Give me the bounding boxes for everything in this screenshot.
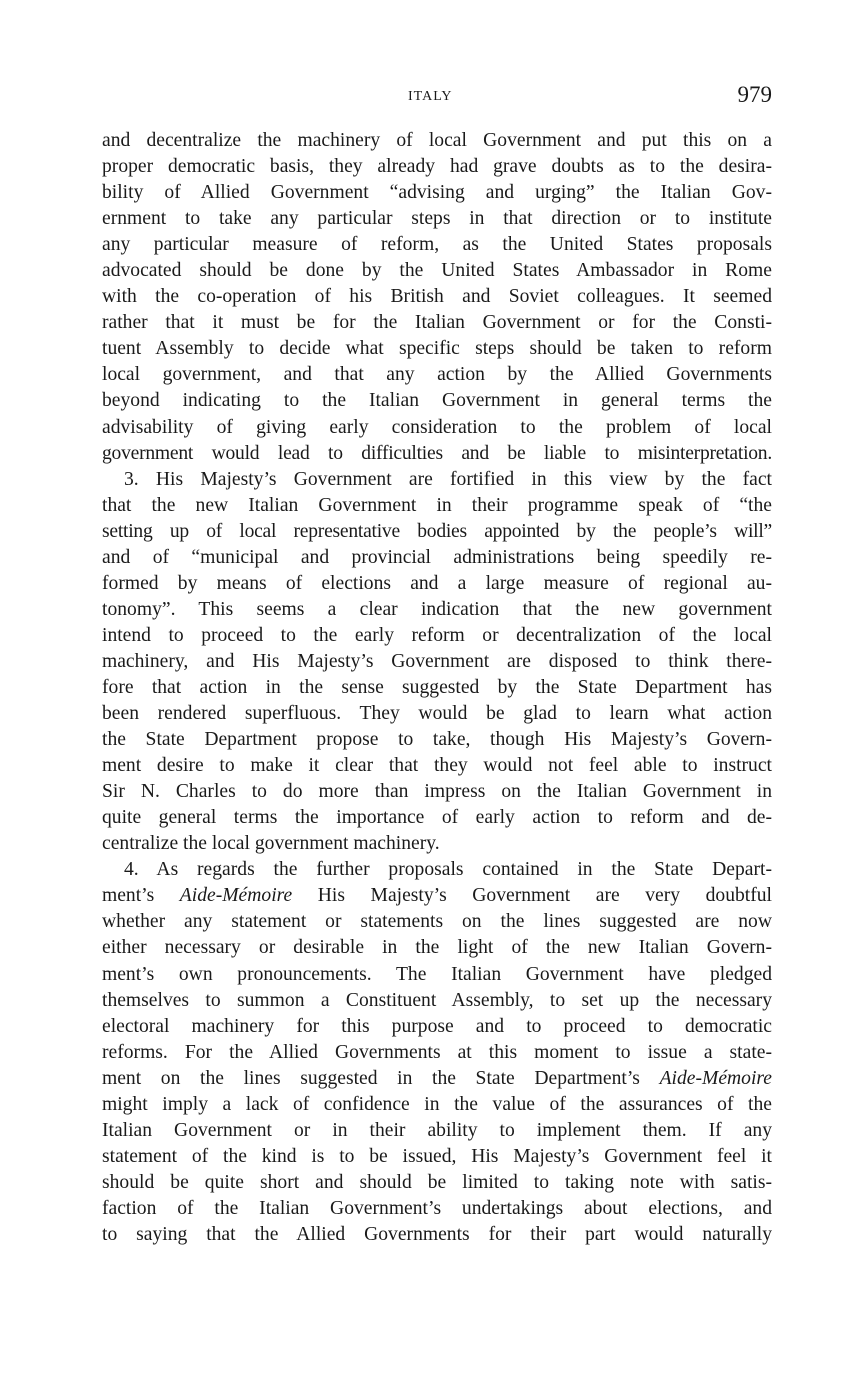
text-line: any particular measure of reform, as the United States proposals: [102, 234, 772, 256]
running-head: [102, 82, 772, 112]
text-line: to saying that the Allied Governments for their part would naturally: [102, 1223, 772, 1245]
text-run: ment on the lines suggested in the State Department’s: [102, 1067, 660, 1089]
text-line: [102, 883, 772, 909]
text-line: the State Department propose to take, though His Majesty’s Govern-: [102, 729, 772, 751]
text-line: local government, and that any action by the Allied Governments: [102, 364, 772, 386]
paragraph-3-first-line: 3. His Majesty’s Government are fortified in this view by the fact: [124, 468, 772, 490]
text-line: centralize the local government machinery.: [102, 833, 440, 855]
running-head-title: ITALY: [408, 89, 453, 104]
text-line: whether any statement or statements on the lines suggested are now: [102, 911, 772, 933]
text-line: Sir N. Charles to do more than impress on the Italian Government in: [102, 781, 772, 803]
text-line: statement of the kind is to be issued, His Majesty’s Government feel it: [102, 1145, 772, 1167]
text-line: either necessary or desirable in the light of the new Italian Govern-: [102, 937, 772, 959]
text-line: been rendered superfluous. They would be glad to learn what action: [102, 703, 772, 725]
text-line: ment desire to make it clear that they would not feel able to instruct: [102, 755, 772, 777]
text-line: and decentralize the machinery of local Government and put this on a: [102, 130, 772, 151]
text-line: setting up of local representative bodies appointed by the people’s will”: [102, 520, 772, 542]
text-line: might imply a lack of confidence in the value of the assurances of the: [102, 1093, 772, 1115]
text-line: rather that it must be for the Italian Government or for the Consti-: [102, 312, 772, 334]
text-line: ment’s own pronouncements. The Italian Government have pledged: [102, 963, 772, 985]
text-line: faction of the Italian Government’s undertakings about elections, and: [102, 1197, 772, 1219]
text-line: themselves to summon a Constituent Assembly, to set up the necessary: [102, 989, 772, 1011]
text-line: electoral machinery for this purpose and to proceed to democratic: [102, 1015, 772, 1037]
text-line: tuent Assembly to decide what specific steps should be taken to reform: [102, 338, 772, 360]
text-line: tonomy”. This seems a clear indication that the new government: [102, 598, 772, 620]
page-number: 979: [737, 82, 772, 107]
text-line: should be quite short and should be limited to taking note with satis-: [102, 1171, 772, 1193]
text-line: [102, 1066, 772, 1092]
text-line: Italian Government or in their ability to implement them. If any: [102, 1119, 772, 1141]
text-run: ment’s: [102, 885, 180, 907]
text-line: advocated should be done by the United States Ambassador in Rome: [102, 260, 772, 282]
text-line: machinery, and His Majesty’s Government are disposed to think there-: [102, 650, 772, 672]
text-line: and of “municipal and provincial administrations being speedily re-: [102, 546, 772, 568]
text-line: bility of Allied Government “advising and urging” the Italian Gov-: [102, 182, 772, 204]
text-run: His Majesty’s Government are very doubtful: [292, 885, 772, 907]
text-line: beyond indicating to the Italian Government in general terms the: [102, 390, 772, 412]
text-line: fore that action in the sense suggested by the State Department has: [102, 676, 772, 698]
italic-term: Aide-Mémoire: [659, 1067, 772, 1089]
text-line: formed by means of elections and a large measure of regional au-: [102, 572, 772, 594]
text-line: with the co-operation of his British and Soviet colleagues. It seemed: [102, 286, 772, 308]
text-line: advisability of giving early consideration to the problem of local: [102, 416, 772, 438]
text-line: ernment to take any particular steps in that direction or to institute: [102, 208, 772, 230]
text-line: quite general terms the importance of early action to reform and de-: [102, 807, 772, 829]
text-line: that the new Italian Government in their programme speak of “the: [102, 494, 772, 516]
text-line: intend to proceed to the early reform or decentralization of the local: [102, 624, 772, 646]
text-line: reforms. For the Allied Governments at this moment to issue a state-: [102, 1041, 772, 1063]
paragraph-4-first-line: 4. As regards the further proposals contained in the State Depart-: [124, 859, 772, 881]
italic-term: Aide-Mémoire: [179, 885, 293, 907]
body-text: [102, 128, 772, 1248]
text-line: government would lead to difficulties and be liable to misinterpretation.: [102, 442, 772, 464]
text-line: proper democratic basis, they already had grave doubts as to the desira-: [102, 156, 772, 178]
